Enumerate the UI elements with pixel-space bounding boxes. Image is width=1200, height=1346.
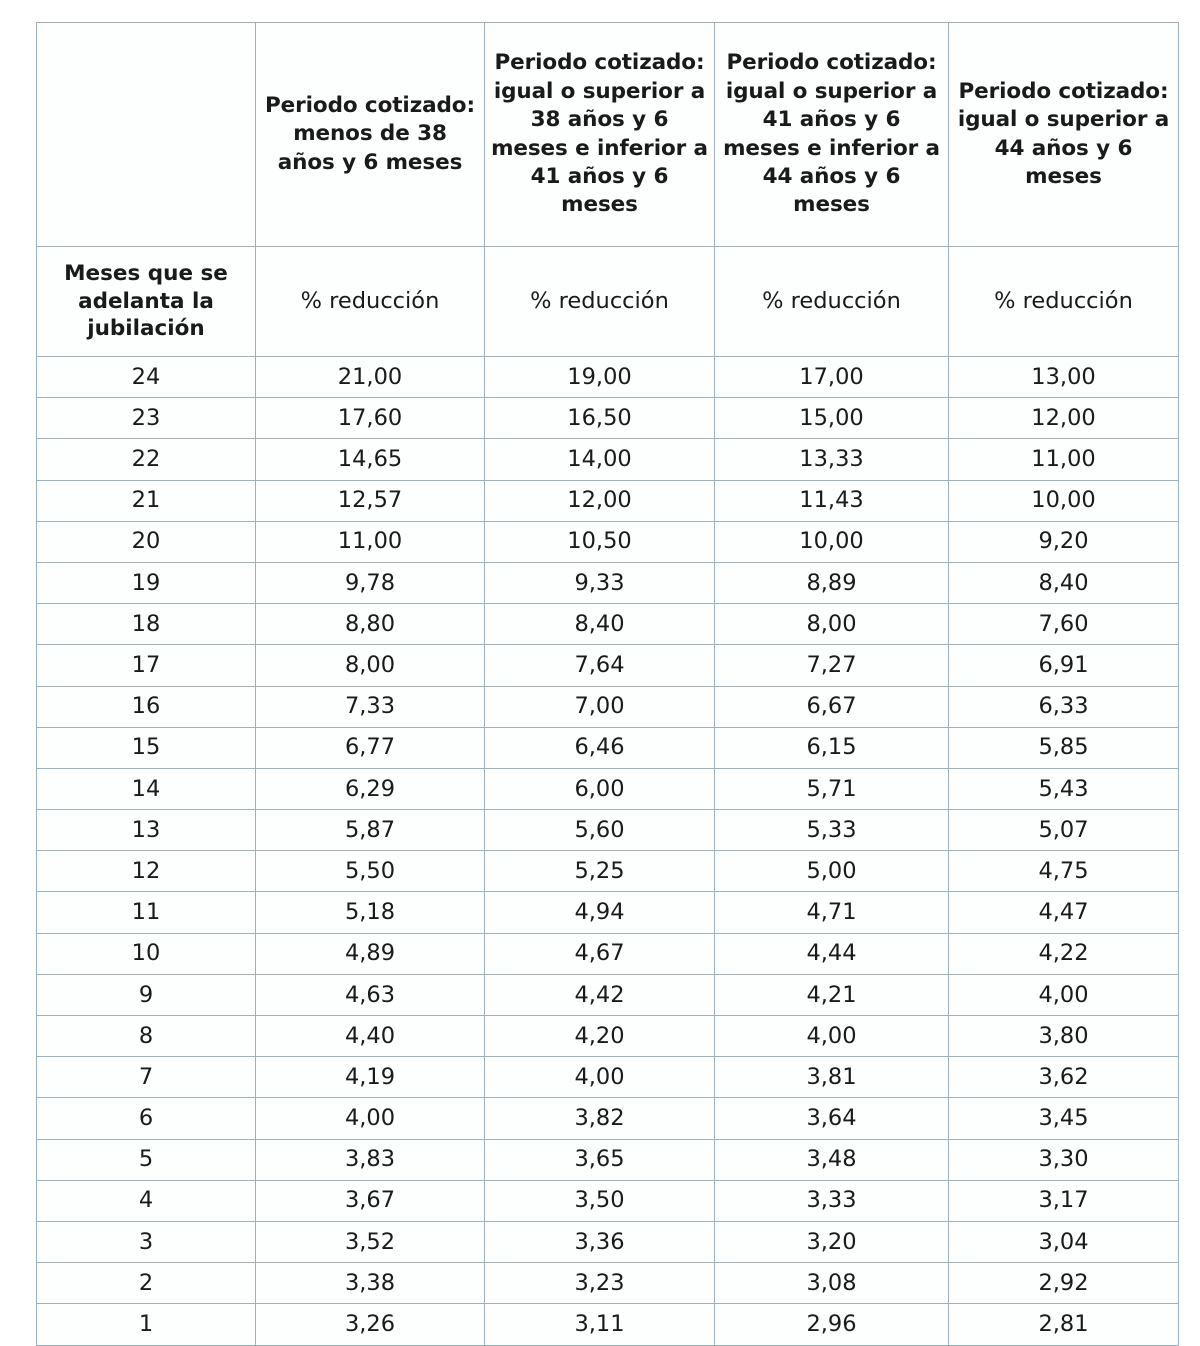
table-row bbox=[37, 810, 1179, 851]
cell-pct-reduction-4: 2,92 bbox=[949, 1263, 1179, 1304]
cell-pct-reduction-4: 9,20 bbox=[949, 521, 1179, 562]
cell-months-advanced: 8 bbox=[37, 1016, 256, 1057]
sub-header-pct-reduction-4: % reducción bbox=[949, 247, 1179, 357]
cell-pct-reduction-2: 4,00 bbox=[485, 1057, 715, 1098]
cell-pct-reduction-2: 6,46 bbox=[485, 727, 715, 768]
table-row bbox=[37, 645, 1179, 686]
cell-pct-reduction-4: 3,80 bbox=[949, 1016, 1179, 1057]
table-row bbox=[37, 1221, 1179, 1262]
cell-pct-reduction-2: 6,00 bbox=[485, 768, 715, 809]
cell-months-advanced: 15 bbox=[37, 727, 256, 768]
cell-pct-reduction-3: 3,08 bbox=[715, 1263, 949, 1304]
cell-pct-reduction-3: 2,96 bbox=[715, 1304, 949, 1345]
cell-pct-reduction-4: 3,30 bbox=[949, 1139, 1179, 1180]
cell-pct-reduction-1: 3,52 bbox=[256, 1221, 485, 1262]
table-body bbox=[37, 357, 1179, 1346]
pension-reduction-table bbox=[36, 22, 1179, 1346]
cell-pct-reduction-4: 5,43 bbox=[949, 768, 1179, 809]
cell-pct-reduction-1: 3,26 bbox=[256, 1304, 485, 1345]
cell-pct-reduction-3: 4,00 bbox=[715, 1016, 949, 1057]
table-row bbox=[37, 727, 1179, 768]
cell-pct-reduction-1: 5,50 bbox=[256, 851, 485, 892]
cell-pct-reduction-2: 8,40 bbox=[485, 604, 715, 645]
cell-pct-reduction-1: 4,00 bbox=[256, 1098, 485, 1139]
cell-pct-reduction-4: 12,00 bbox=[949, 398, 1179, 439]
cell-pct-reduction-1: 4,89 bbox=[256, 933, 485, 974]
sub-header-pct-reduction-1: % reducción bbox=[256, 247, 485, 357]
cell-pct-reduction-2: 7,64 bbox=[485, 645, 715, 686]
cell-pct-reduction-1: 5,18 bbox=[256, 892, 485, 933]
group-header-col-4: Periodo cotizado: igual o superior a 44 años y 6 meses bbox=[949, 23, 1179, 247]
sub-header-months-advanced: Meses que se adelanta la jubilación bbox=[37, 247, 256, 357]
cell-pct-reduction-2: 4,67 bbox=[485, 933, 715, 974]
table-row bbox=[37, 357, 1179, 398]
cell-pct-reduction-4: 10,00 bbox=[949, 480, 1179, 521]
cell-months-advanced: 21 bbox=[37, 480, 256, 521]
table-row bbox=[37, 933, 1179, 974]
cell-months-advanced: 6 bbox=[37, 1098, 256, 1139]
table-row bbox=[37, 521, 1179, 562]
cell-pct-reduction-3: 4,21 bbox=[715, 974, 949, 1015]
cell-pct-reduction-2: 5,25 bbox=[485, 851, 715, 892]
cell-pct-reduction-3: 8,89 bbox=[715, 562, 949, 603]
cell-pct-reduction-4: 13,00 bbox=[949, 357, 1179, 398]
cell-pct-reduction-3: 17,00 bbox=[715, 357, 949, 398]
cell-pct-reduction-2: 7,00 bbox=[485, 686, 715, 727]
cell-pct-reduction-4: 3,45 bbox=[949, 1098, 1179, 1139]
table-row bbox=[37, 768, 1179, 809]
cell-months-advanced: 2 bbox=[37, 1263, 256, 1304]
cell-months-advanced: 17 bbox=[37, 645, 256, 686]
cell-pct-reduction-3: 10,00 bbox=[715, 521, 949, 562]
cell-pct-reduction-2: 4,20 bbox=[485, 1016, 715, 1057]
cell-pct-reduction-1: 9,78 bbox=[256, 562, 485, 603]
table-row bbox=[37, 974, 1179, 1015]
cell-months-advanced: 3 bbox=[37, 1221, 256, 1262]
cell-pct-reduction-4: 8,40 bbox=[949, 562, 1179, 603]
cell-pct-reduction-1: 5,87 bbox=[256, 810, 485, 851]
cell-pct-reduction-3: 3,33 bbox=[715, 1180, 949, 1221]
sub-header-row bbox=[37, 247, 1179, 357]
table-row bbox=[37, 851, 1179, 892]
cell-pct-reduction-3: 4,44 bbox=[715, 933, 949, 974]
cell-pct-reduction-3: 6,15 bbox=[715, 727, 949, 768]
cell-pct-reduction-1: 3,67 bbox=[256, 1180, 485, 1221]
cell-pct-reduction-4: 4,47 bbox=[949, 892, 1179, 933]
cell-pct-reduction-3: 13,33 bbox=[715, 439, 949, 480]
table-row bbox=[37, 1304, 1179, 1345]
cell-pct-reduction-2: 4,94 bbox=[485, 892, 715, 933]
table-row bbox=[37, 1139, 1179, 1180]
group-header-col-2: Periodo cotizado: igual o superior a 38 años y 6 meses e inferior a 41 años y 6 meses bbox=[485, 23, 715, 247]
cell-pct-reduction-1: 3,38 bbox=[256, 1263, 485, 1304]
cell-pct-reduction-2: 12,00 bbox=[485, 480, 715, 521]
cell-pct-reduction-3: 3,20 bbox=[715, 1221, 949, 1262]
cell-pct-reduction-1: 11,00 bbox=[256, 521, 485, 562]
table-row bbox=[37, 892, 1179, 933]
cell-pct-reduction-1: 8,00 bbox=[256, 645, 485, 686]
table-row bbox=[37, 604, 1179, 645]
cell-months-advanced: 13 bbox=[37, 810, 256, 851]
cell-months-advanced: 11 bbox=[37, 892, 256, 933]
cell-months-advanced: 16 bbox=[37, 686, 256, 727]
cell-pct-reduction-2: 19,00 bbox=[485, 357, 715, 398]
sub-header-pct-reduction-2: % reducción bbox=[485, 247, 715, 357]
cell-pct-reduction-2: 10,50 bbox=[485, 521, 715, 562]
cell-pct-reduction-1: 4,63 bbox=[256, 974, 485, 1015]
cell-pct-reduction-3: 3,48 bbox=[715, 1139, 949, 1180]
table-row bbox=[37, 1057, 1179, 1098]
cell-pct-reduction-2: 9,33 bbox=[485, 562, 715, 603]
cell-months-advanced: 22 bbox=[37, 439, 256, 480]
cell-months-advanced: 14 bbox=[37, 768, 256, 809]
cell-months-advanced: 18 bbox=[37, 604, 256, 645]
cell-pct-reduction-2: 3,36 bbox=[485, 1221, 715, 1262]
cell-pct-reduction-3: 3,64 bbox=[715, 1098, 949, 1139]
table-row bbox=[37, 562, 1179, 603]
cell-pct-reduction-2: 3,11 bbox=[485, 1304, 715, 1345]
cell-pct-reduction-2: 5,60 bbox=[485, 810, 715, 851]
cell-pct-reduction-1: 8,80 bbox=[256, 604, 485, 645]
table-row bbox=[37, 1263, 1179, 1304]
cell-pct-reduction-4: 4,75 bbox=[949, 851, 1179, 892]
table-row bbox=[37, 439, 1179, 480]
group-header-col-3: Periodo cotizado: igual o superior a 41 años y 6 meses e inferior a 44 años y 6 meses bbox=[715, 23, 949, 247]
cell-months-advanced: 1 bbox=[37, 1304, 256, 1345]
table-row bbox=[37, 480, 1179, 521]
cell-months-advanced: 9 bbox=[37, 974, 256, 1015]
cell-months-advanced: 10 bbox=[37, 933, 256, 974]
cell-pct-reduction-3: 5,33 bbox=[715, 810, 949, 851]
cell-pct-reduction-2: 14,00 bbox=[485, 439, 715, 480]
cell-pct-reduction-4: 3,04 bbox=[949, 1221, 1179, 1262]
cell-months-advanced: 7 bbox=[37, 1057, 256, 1098]
cell-months-advanced: 12 bbox=[37, 851, 256, 892]
cell-months-advanced: 4 bbox=[37, 1180, 256, 1221]
cell-pct-reduction-4: 4,00 bbox=[949, 974, 1179, 1015]
cell-pct-reduction-4: 2,81 bbox=[949, 1304, 1179, 1345]
table-row bbox=[37, 1098, 1179, 1139]
table-row bbox=[37, 398, 1179, 439]
table-row bbox=[37, 1180, 1179, 1221]
header-corner-blank bbox=[37, 23, 256, 247]
cell-pct-reduction-4: 11,00 bbox=[949, 439, 1179, 480]
cell-pct-reduction-2: 3,50 bbox=[485, 1180, 715, 1221]
cell-pct-reduction-3: 4,71 bbox=[715, 892, 949, 933]
cell-pct-reduction-4: 5,07 bbox=[949, 810, 1179, 851]
cell-pct-reduction-3: 3,81 bbox=[715, 1057, 949, 1098]
group-header-col-1: Periodo cotizado: menos de 38 años y 6 meses bbox=[256, 23, 485, 247]
cell-pct-reduction-1: 4,40 bbox=[256, 1016, 485, 1057]
cell-pct-reduction-3: 15,00 bbox=[715, 398, 949, 439]
cell-pct-reduction-1: 6,29 bbox=[256, 768, 485, 809]
sub-header-pct-reduction-3: % reducción bbox=[715, 247, 949, 357]
cell-pct-reduction-3: 5,00 bbox=[715, 851, 949, 892]
cell-pct-reduction-3: 7,27 bbox=[715, 645, 949, 686]
cell-pct-reduction-1: 7,33 bbox=[256, 686, 485, 727]
cell-pct-reduction-2: 3,82 bbox=[485, 1098, 715, 1139]
cell-months-advanced: 20 bbox=[37, 521, 256, 562]
cell-pct-reduction-1: 21,00 bbox=[256, 357, 485, 398]
cell-pct-reduction-1: 14,65 bbox=[256, 439, 485, 480]
cell-pct-reduction-2: 4,42 bbox=[485, 974, 715, 1015]
cell-pct-reduction-4: 5,85 bbox=[949, 727, 1179, 768]
cell-pct-reduction-1: 17,60 bbox=[256, 398, 485, 439]
table-row bbox=[37, 686, 1179, 727]
cell-pct-reduction-2: 3,23 bbox=[485, 1263, 715, 1304]
cell-pct-reduction-4: 7,60 bbox=[949, 604, 1179, 645]
cell-pct-reduction-4: 6,91 bbox=[949, 645, 1179, 686]
cell-months-advanced: 19 bbox=[37, 562, 256, 603]
cell-pct-reduction-3: 6,67 bbox=[715, 686, 949, 727]
cell-pct-reduction-2: 16,50 bbox=[485, 398, 715, 439]
cell-pct-reduction-4: 6,33 bbox=[949, 686, 1179, 727]
cell-pct-reduction-3: 5,71 bbox=[715, 768, 949, 809]
cell-months-advanced: 5 bbox=[37, 1139, 256, 1180]
cell-pct-reduction-1: 12,57 bbox=[256, 480, 485, 521]
cell-months-advanced: 24 bbox=[37, 357, 256, 398]
cell-pct-reduction-1: 6,77 bbox=[256, 727, 485, 768]
reduction-table-wrapper bbox=[36, 22, 1178, 1346]
cell-pct-reduction-3: 11,43 bbox=[715, 480, 949, 521]
cell-pct-reduction-3: 8,00 bbox=[715, 604, 949, 645]
table-header bbox=[37, 23, 1179, 357]
table-row bbox=[37, 1016, 1179, 1057]
cell-pct-reduction-2: 3,65 bbox=[485, 1139, 715, 1180]
cell-pct-reduction-4: 3,17 bbox=[949, 1180, 1179, 1221]
cell-months-advanced: 23 bbox=[37, 398, 256, 439]
cell-pct-reduction-1: 4,19 bbox=[256, 1057, 485, 1098]
cell-pct-reduction-4: 4,22 bbox=[949, 933, 1179, 974]
cell-pct-reduction-1: 3,83 bbox=[256, 1139, 485, 1180]
group-header-row bbox=[37, 23, 1179, 247]
cell-pct-reduction-4: 3,62 bbox=[949, 1057, 1179, 1098]
